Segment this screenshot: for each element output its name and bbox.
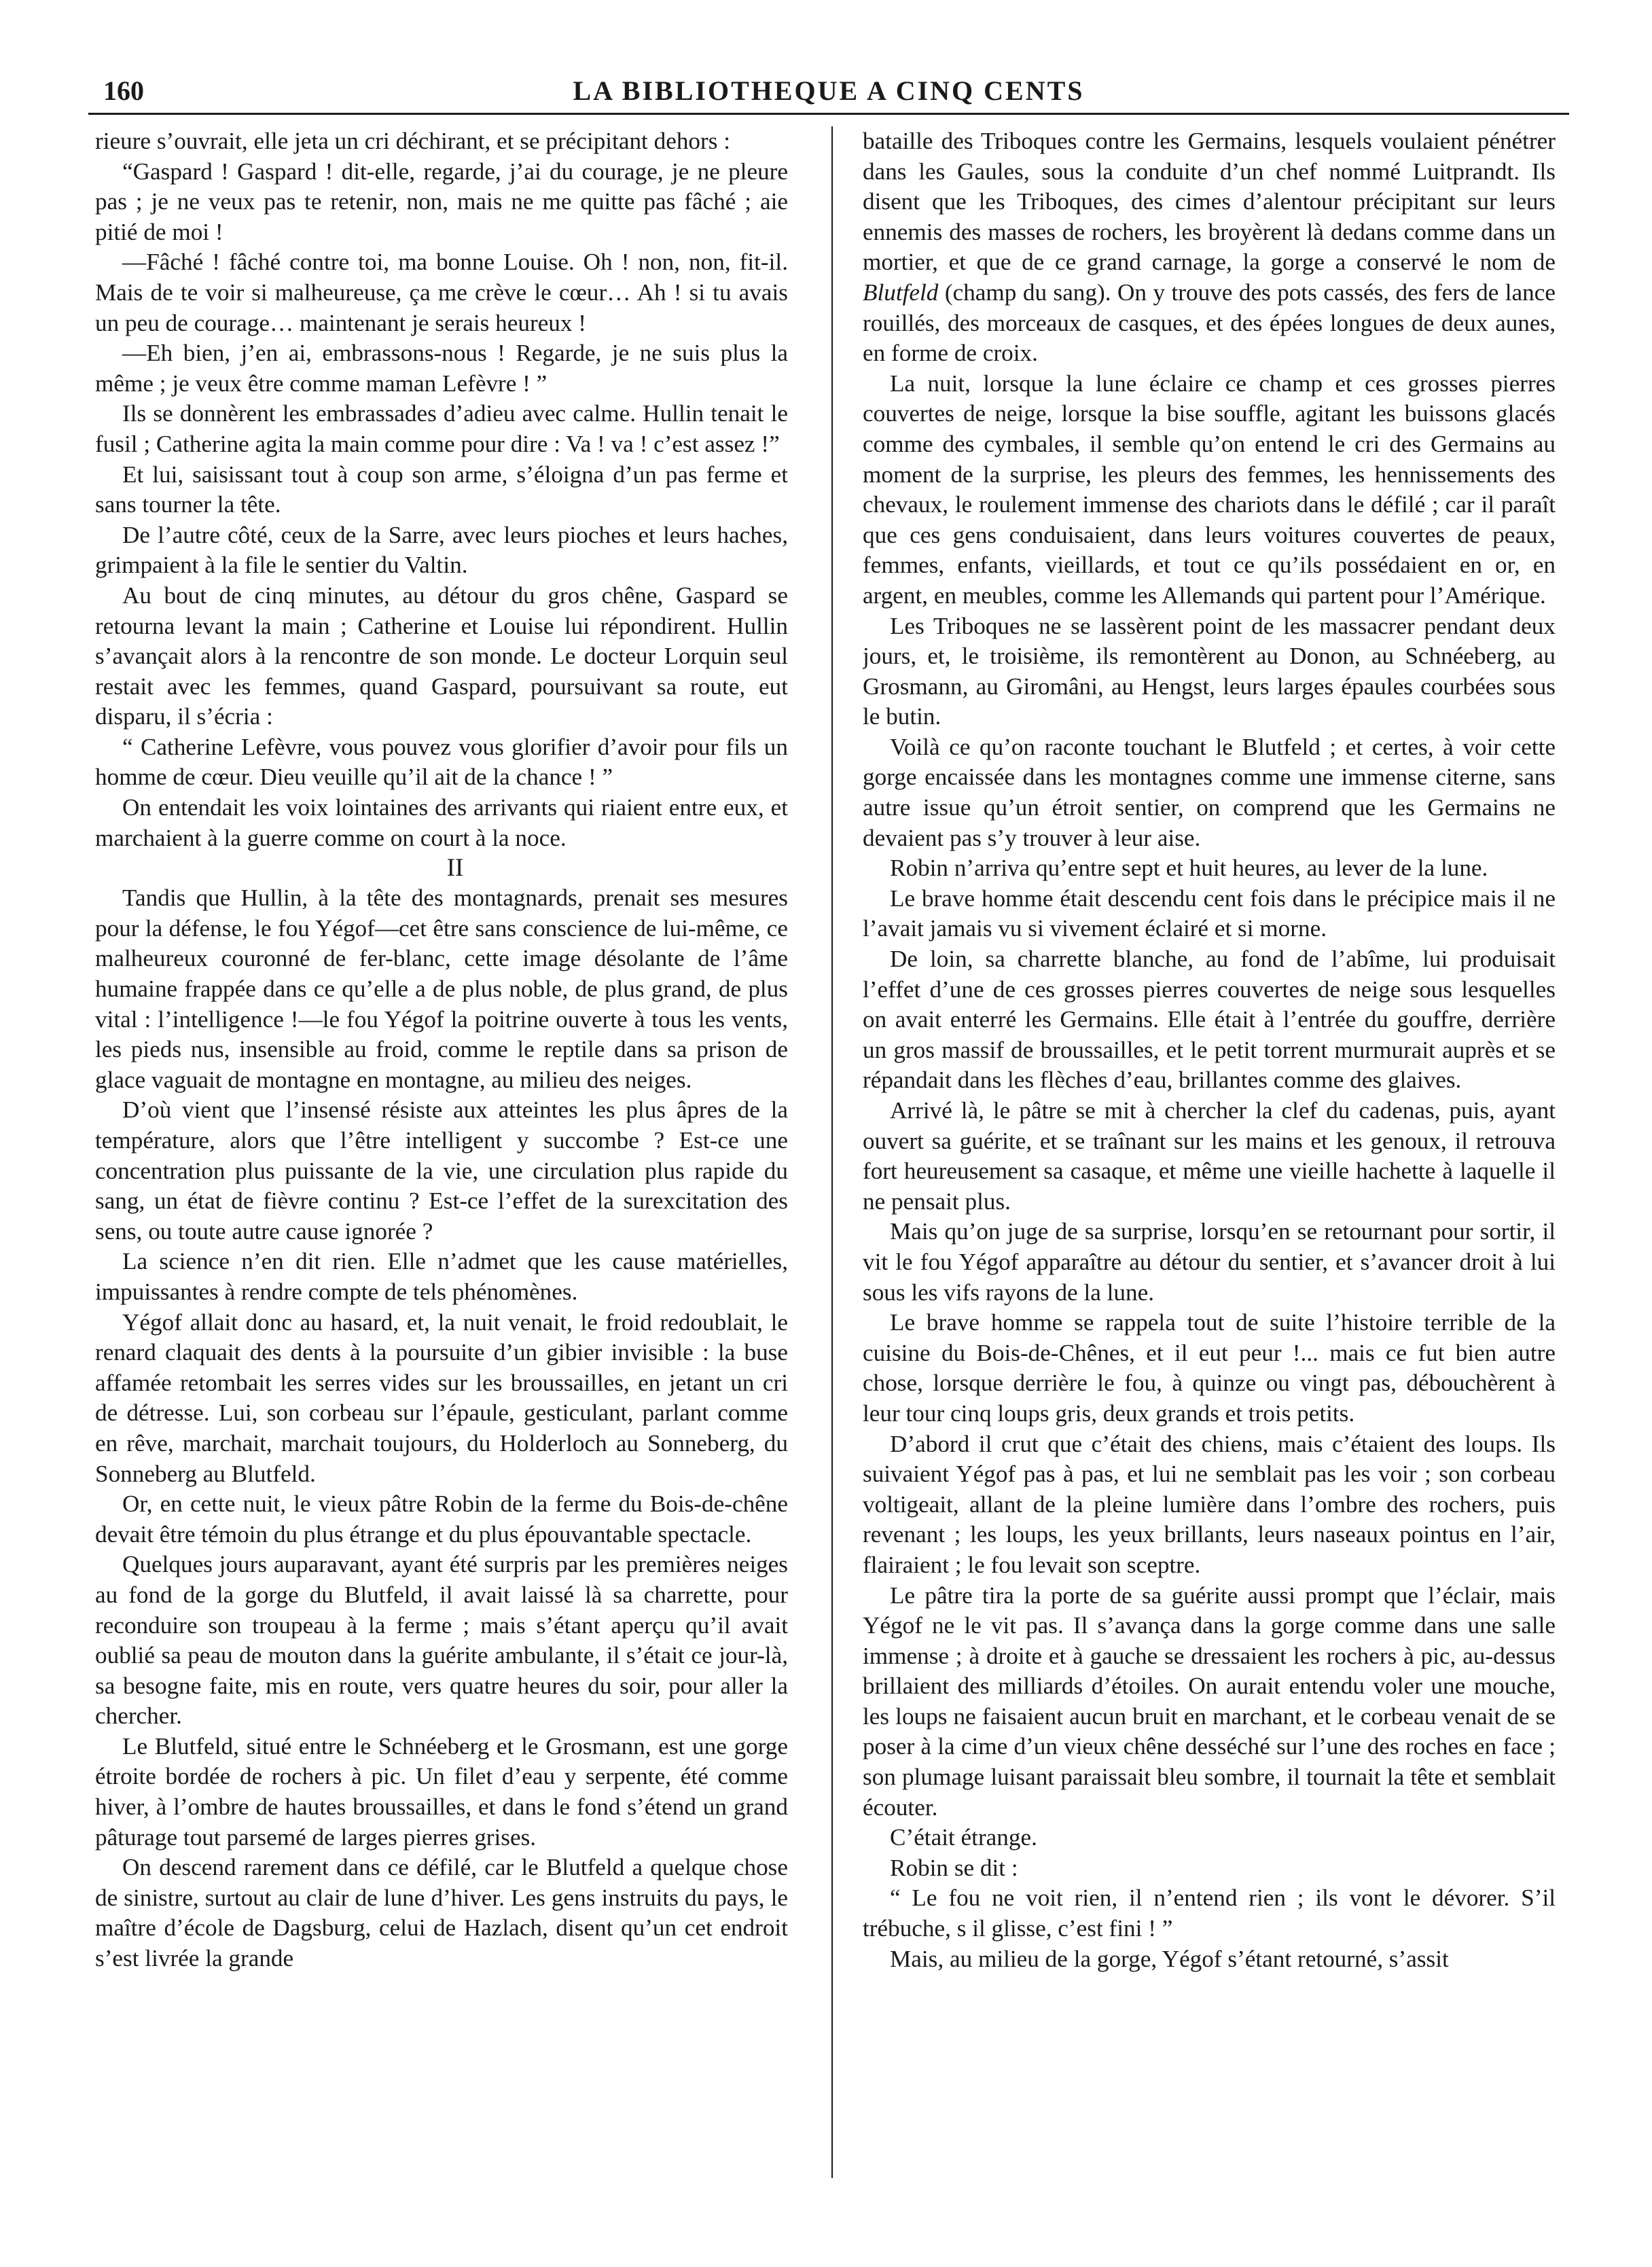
paragraph-text: bataille des Triboques contre les Germains, lesquels voulaient pénétrer dans les Gaules, sous la conduite d’un chef nommé Luitprandt. Ils disent que les Triboques, des cimes d’alentour précipitant sur leurs ennemis des masses de rochers, les broyèrent là dedans comme dans un mortier, et que de ce grand carnage, la gorge a conservé le nom de [863,128,1556,276]
paragraph: Quelques jours auparavant, ayant été surpris par les premières neiges au fond de la gorge du Blutfeld, il avait laissé là sa charrette, pour reconduire son troupeau à la ferme ; mais s’étant aperçu qu’il avait oublié sa peau de mouton dans la guérite ambulante, il s’était ce jour-là, sa besogne faite, mis en route, vers quatre heures du soir, pour aller la chercher. [95,1551,788,1730]
paragraph: On descend rarement dans ce défilé, car le Blutfeld a quelque chose de sinistre, surtout au clair de lune d’hiver. Les gens instruits du pays, le maître d’école de Dagsburg, celui de Hazlach, disent qu’un cet endroit s’est livrée la grande [95,1854,788,1972]
paragraph: —Eh bien, j’en ai, embrassons-nous ! Regarde, je ne suis plus la même ; je veux être comme maman Lefèvre ! ” [95,340,788,397]
paragraph: La nuit, lorsque la lune éclaire ce champ et ces grosses pierres couvertes de neige, lorsque la bise souffle, agitant les buissons glacés comme des cymbales, il semble qu’on entend le cri des Germains au moment de la surprise, les pleurs des femmes, les hennissements des chevaux, le roulement immense des chariots dans le défilé ; car il paraît que ces gens conduisaient, dans leurs voitures couvertes de peaux, femmes, enfants, vieillards, et tout ce qu’ils possédaient en or, en argent, en meubles, comme les Allemands qui partent pour l’Amérique. [863,370,1556,609]
column-divider [831,126,833,2178]
paragraph: Le brave homme était descendu cent fois dans le précipice mais il ne l’avait jamais vu si vivement éclairé et si morne. [863,885,1556,942]
paragraph: Robin se dit : [890,1854,1018,1881]
paragraph: Les Triboques ne se lassèrent point de les massacrer pendant deux jours, et, le troisième, ils remontèrent au Donon, au Schnéeberg, au Grosmann, au Giromâni, au Hengst, leurs larges épaules courbées sous le butin. [863,612,1556,730]
paragraph: Voilà ce qu’on raconte touchant le Blutfeld ; et certes, à voir cette gorge encaissée dans les montagnes comme une immense citerne, sans autre issue qu’un étroit sentier, on comprend que les Germains ne devaient pas s’y trouver à leur aise. [863,733,1556,851]
paragraph: D’où vient que l’insensé résiste aux atteintes les plus âpres de la température, alors que l’être intelligent y succombe ? Est-ce une concentration plus puissante de la vie, une circulation plus rapide du sang, un état de fièvre continu ? Est-ce l’effet de la surexcitation des sens, ou toute autre cause ignorée ? [95,1096,788,1245]
paragraph: rieure s’ouvrait, elle jeta un cri déchirant, et se précipitant dehors : [95,128,731,154]
paragraph: Arrivé là, le pâtre se mit à chercher la clef du cadenas, puis, ayant ouvert sa guérite, et se traînant sur les mains et les genoux, il retrouva fort heureusement sa casaque, et même une vieille hachette à laquelle il ne pensait plus. [863,1097,1556,1215]
paragraph: Mais, au milieu de la gorge, Yégof s’étant retourné, s’assit [890,1945,1449,1972]
paragraph: Or, en cette nuit, le vieux pâtre Robin de la ferme du Bois-de-chêne devait être témoin du plus étrange et du plus épouvantable spectacle. [95,1490,788,1548]
paragraph: Yégof allait donc au hasard, et, la nuit venait, le froid redoublait, le renard claquait des dents à la poursuite d’un gibier invisible : la buse affamée retombait les serres vides sur les broussailles, en jetant un cri de détresse. Lui, son corbeau sur l’épaule, gesticulant, parlant comme en rêve, marchait, marchait toujours, du Holderloch au Sonneberg, du Sonneberg au Blutfeld. [95,1308,788,1487]
right-column [863,126,1556,2202]
header-rule [88,113,1569,115]
paragraph: On entendait les voix lointaines des arrivants qui riaient entre eux, et marchaient à la guerre comme on court à la noce. [95,794,788,851]
paragraph: Ils se donnèrent les embrassades d’adieu avec calme. Hullin tenait le fusil ; Catherine agita la main comme pour dire : Va ! va ! c’est assez !” [95,400,788,457]
italic-term: Blutfeld [863,279,939,306]
page-number: 160 [103,75,144,106]
paragraph: Au bout de cinq minutes, au détour du gros chêne, Gaspard se retourna levant la main ; Catherine et Louise lui répondirent. Hullin s’avançait alors à la rencontre de son monde. Le docteur Lorquin seul restait avec les femmes, quand Gaspard, poursuivant sa route, eut disparu, il s’écria : [95,582,788,730]
paragraph: D’abord il crut que c’était des chiens, mais c’étaient des loups. Ils suivaient Yégof pas à pas, et lui ne semblait pas les voir ; son corbeau voltigeait, allant de la pleine lumière dans l’ombre des rochers, puis revenant ; les loups, les yeux brillants, leurs naseaux pointus en l’air, flairaient ; le fou levait son sceptre. [863,1430,1556,1578]
paragraph: De loin, sa charrette blanche, au fond de l’abîme, lui produisait l’effet d’une de ces grosses pierres couvertes de neige sous lesquelles on avait enterré les Germains. Elle était à l’entrée du gouffre, derrière un gros massif de broussailles, et le petit torrent murmurait auprès et se répandait dans les flèches d’eau, brillantes comme des glaives. [863,946,1556,1094]
page-header [88,67,1569,114]
paragraph: La science n’en dit rien. Elle n’admet que les cause matérielles, impuissantes à rendre compte de tels phénomènes. [95,1248,788,1305]
chapter-heading: II [446,854,464,882]
paragraph: Tandis que Hullin, à la tête des montagnards, prenait ses mesures pour la défense, le fou Yégof—cet être sans conscience de lui-même, ce malheureux couronné de fer-blanc, cette image désolante de l’âme humaine frappée dans ce qu’elle a de plus noble, de plus grand, de plus vital : l’intelligence !—le fou Yégof la poitrine ouverte à tous les vents, les pieds nus, insensible au froid, comme le reptile dans sa prison de glace vaguait de montagne en montagne, au milieu des neiges. [95,885,788,1093]
running-title: LA BIBLIOTHEQUE A CINQ CENTS [573,75,1085,106]
paragraph: Le brave homme se rappela tout de suite l’histoire terrible de la cuisine du Bois-de-Chênes, et il eut peur !... mais ce fut bien autre chose, lorsque derrière le fou, à quinze ou vingt pas, débouchèrent à leur tour cinq loups gris, deux grands et trois petits. [863,1309,1556,1427]
paragraph: “ Le fou ne voit rien, il n’entend rien ; ils vont le dévorer. S’il trébuche, s il glisse, c’est fini ! ” [863,1885,1556,1942]
paragraph-text: (champ du sang). On y trouve des pots cassés, des fers de lance rouillés, des morceaux de casques, et des épées longues de deux aunes, en forme de croix. [863,279,1556,367]
paragraph: “Gaspard ! Gaspard ! dit-elle, regarde, j’ai du courage, je ne pleure pas ; je ne veux pas te retenir, non, mais ne me quitte pas fâché ; aie pitié de moi ! [95,158,788,245]
paragraph: Et lui, saisissant tout à coup son arme, s’éloigna d’un pas ferme et sans tourner la tête. [95,461,788,518]
paragraph: De l’autre côté, ceux de la Sarre, avec leurs pioches et leurs haches, grimpaient à la file le sentier du Valtin. [95,521,788,579]
left-column [95,126,788,2202]
paragraph: C’était étrange. [890,1824,1037,1851]
paragraph: Le Blutfeld, situé entre le Schnéeberg et le Grosmann, est une gorge étroite bordée de rochers à pic. Un filet d’eau y serpente, été comme hiver, à l’ombre de hautes broussailles, et dans le fond s’étend un grand pâturage tout parsemé de larges pierres grises. [95,1732,788,1851]
paragraph [863,126,1556,369]
paragraph: “ Catherine Lefèvre, vous pouvez vous glorifier d’avoir pour fils un homme de cœur. Dieu veuille qu’il ait de la chance ! ” [95,733,788,791]
paragraph: Robin n’arriva qu’entre sept et huit heures, au lever de la lune. [890,855,1488,882]
paragraph: Le pâtre tira la porte de sa guérite aussi prompt que l’éclair, mais Yégof ne le vit pas. Il s’avança dans la gorge comme dans une salle immense ; à droite et à gauche se dressaient les rochers à pic, au-dessus brillaient des milliards d’étoiles. On aurait entendu voler une mouche, les loups ne faisaient aucun bruit en marchant, et le corbeau venait de se poser à la cime d’un vieux chêne desséché sur l’une des roches en face ; son plumage luisant paraissait bleu sombre, il tournait la tête et semblait écouter. [863,1582,1556,1821]
paragraph: —Fâché ! fâché contre toi, ma bonne Louise. Oh ! non, non, fit-il. Mais de te voir si malheureuse, ça me crève le cœur… Ah ! si tu avais un peu de courage… maintenant je serais heureux ! [95,249,788,336]
paragraph: Mais qu’on juge de sa surprise, lorsqu’en se retournant pour sortir, il vit le fou Yégof apparaître au détour du sentier, et s’avancer droit à lui sous les vifs rayons de la lune. [863,1218,1556,1306]
